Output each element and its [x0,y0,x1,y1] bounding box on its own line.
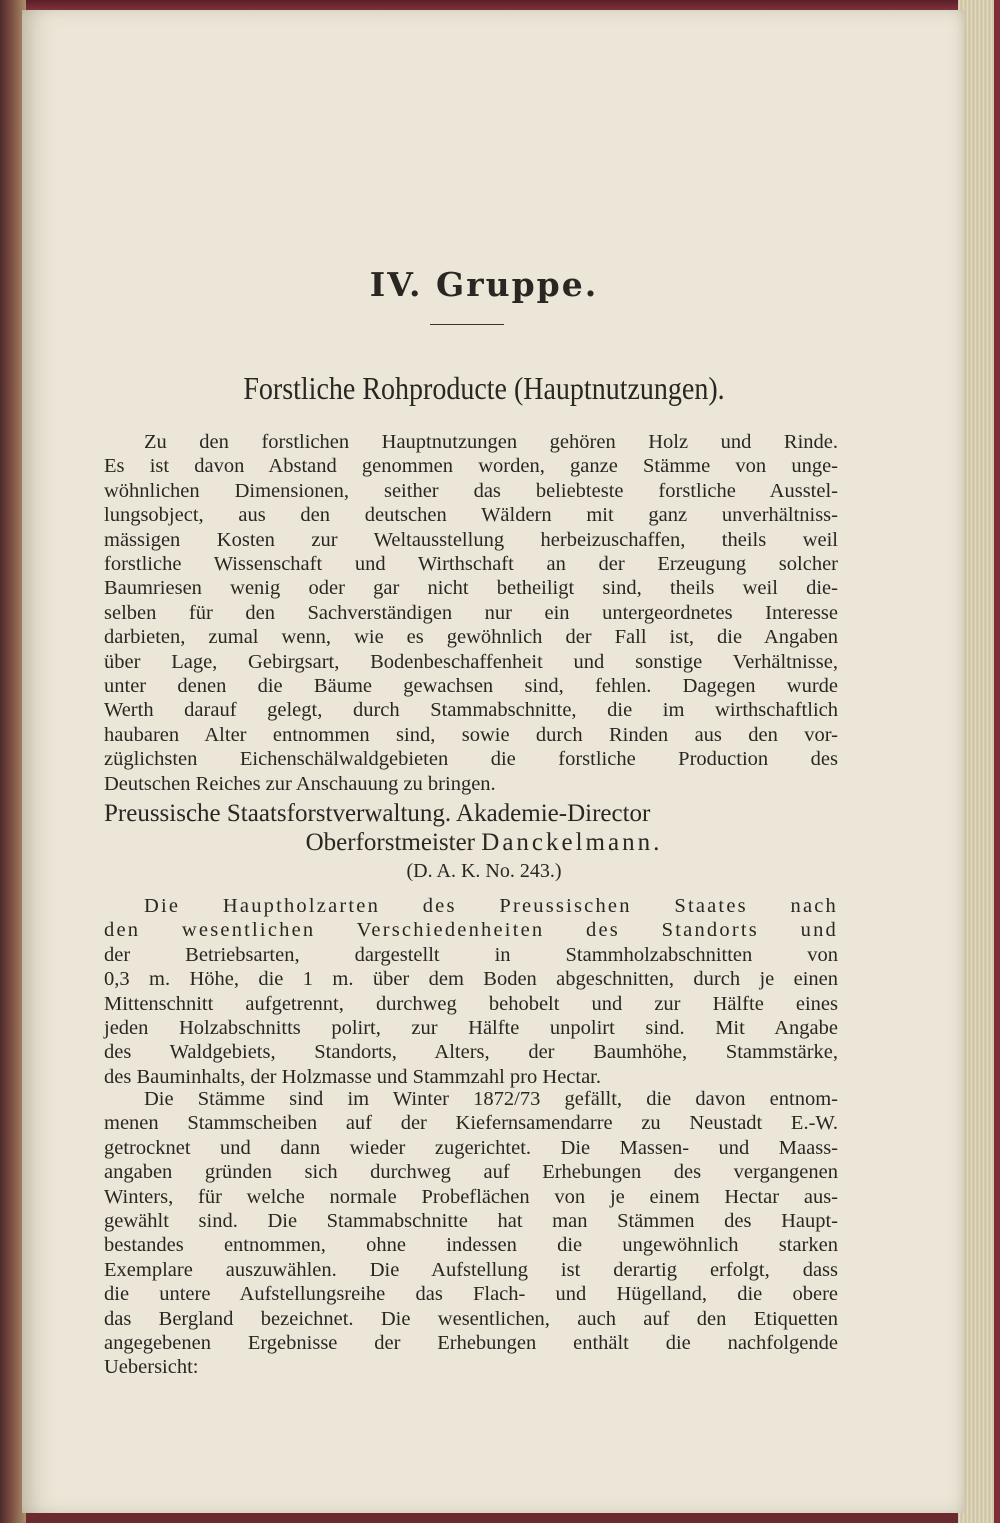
text-line: unter denen die Bäume gewachsen sind, fehlen. Dagegen wurde [104,675,838,698]
text-line: lungsobject, aus den deutschen Wäldern mit ganz unverhältniss- [104,504,838,527]
text-line: das Bergland bezeichnet. Die wesentlichen, auch auf den Etiquetten [104,1307,838,1330]
text-line: Mittenschnitt aufgetrennt, durchweg behobelt und zur Hälfte eines [104,992,838,1015]
text-line: menen Stammscheiben auf der Kiefernsamendarre zu Neustadt E.-W. [104,1112,838,1135]
text-line: Baumriesen wenig oder gar nicht betheiligt sind, theils weil die- [104,577,838,600]
text-line: 0,3 m. Höhe, die 1 m. über dem Boden abgeschnitten, durch je einen [104,968,838,991]
text-line: Deutschen Reiches zur Anschauung zu bringen. [104,772,496,795]
text-line: über Lage, Gebirgsart, Bodenbeschaffenheit und sonstige Verhältnisse, [104,650,838,673]
title-rule [430,324,504,325]
group-title: IV. Gruppe. [369,265,599,304]
text-line: Es ist davon Abstand genommen worden, ganze Stämme von unge- [104,455,838,478]
text-line: Die Hauptholzarten des Preussischen Staates nach [144,895,838,917]
paragraph-3 [104,1087,838,1380]
text-line: haubaren Alter entnommen sind, sowie durch Rinden aus den vor- [104,723,838,746]
text-line: Winters, für welche normale Probeflächen von je einem Hectar aus- [104,1185,838,1208]
text-line: die untere Aufstellungsreihe das Flach- und Hügelland, die obere [104,1283,838,1306]
text-line: des Waldgebiets, Standorts, Alters, der Baumhöhe, Stammstärke, [104,1041,838,1064]
text-line: jeden Holzabschnitts polirt, zur Hälfte unpolirt sind. Mit Angabe [104,1017,838,1040]
text-line: bestandes entnommen, ohne indessen die ungewöhnlich starken [104,1234,838,1257]
text-line: angegebenen Ergebnisse der Erhebungen enthält die nachfolgende [104,1332,838,1355]
text-line: angaben gründen sich durchweg auf Erhebungen des vergangenen [104,1161,838,1184]
text-line: züglichsten Eichenschälwaldgebieten die forstliche Production des [104,748,838,771]
text-line: Zu den forstlichen Hauptnutzungen gehören Holz und Rinde. [144,431,838,453]
text-line: Exemplare auszuwählen. Die Aufstellung ist derartig erfolgt, dass [104,1258,838,1281]
exhibitor-reference: (D. A. K. No. 243.) [406,860,562,882]
text-line: darbieten, zumal wenn, wie es gewöhnlich der Fall ist, die Angaben [104,626,838,649]
text-line: forstliche Wissenschaft und Wirthschaft an der Erzeugung solcher [104,553,838,576]
exhibitor-heading: Preussische Staatsforstverwaltung. Akademie-Director [104,800,651,827]
text-line: mässigen Kosten zur Weltausstellung herbeizuschaffen, theils weil [104,528,838,551]
paragraph-2 [104,894,838,1089]
section-title: Forstliche Rohproducte (Hauptnutzungen). [243,371,725,408]
text-line: Werth darauf gelegt, durch Stammabschnitte, die im wirthschaftlich [104,699,838,722]
text-line: wöhnlichen Dimensionen, seither das beliebteste forstliche Ausstel- [104,479,838,502]
exhibitor-heading-name [104,829,864,857]
page-edges [958,0,1000,1523]
text-line: den wesentlichen Verschiedenheiten des Standorts und [104,919,838,942]
text-line: selben für den Sachverständigen nur ein untergeordnetes Interesse [104,601,838,624]
exhibitor-name: Danckelmann. [481,829,663,856]
exhibitor-title: Oberforstmeister [305,829,482,856]
text-line: gewählt sind. Die Stammabschnitte hat man Stämmen des Haupt- [104,1210,838,1233]
text-line: Die Stämme sind im Winter 1872/73 gefällt, die davon entnom- [144,1088,838,1110]
text-line: der Betriebsarten, dargestellt in Stammholzabschnitten von [104,943,838,966]
text-line: getrocknet und dann wieder zugerichtet. Die Massen- und Maass- [104,1136,838,1159]
intro-paragraph [104,430,838,796]
book-page [22,10,964,1513]
text-line: des Bauminhalts, der Holzmasse und Stammzahl pro Hectar. [104,1065,602,1088]
text-line: Uebersicht: [104,1356,199,1379]
